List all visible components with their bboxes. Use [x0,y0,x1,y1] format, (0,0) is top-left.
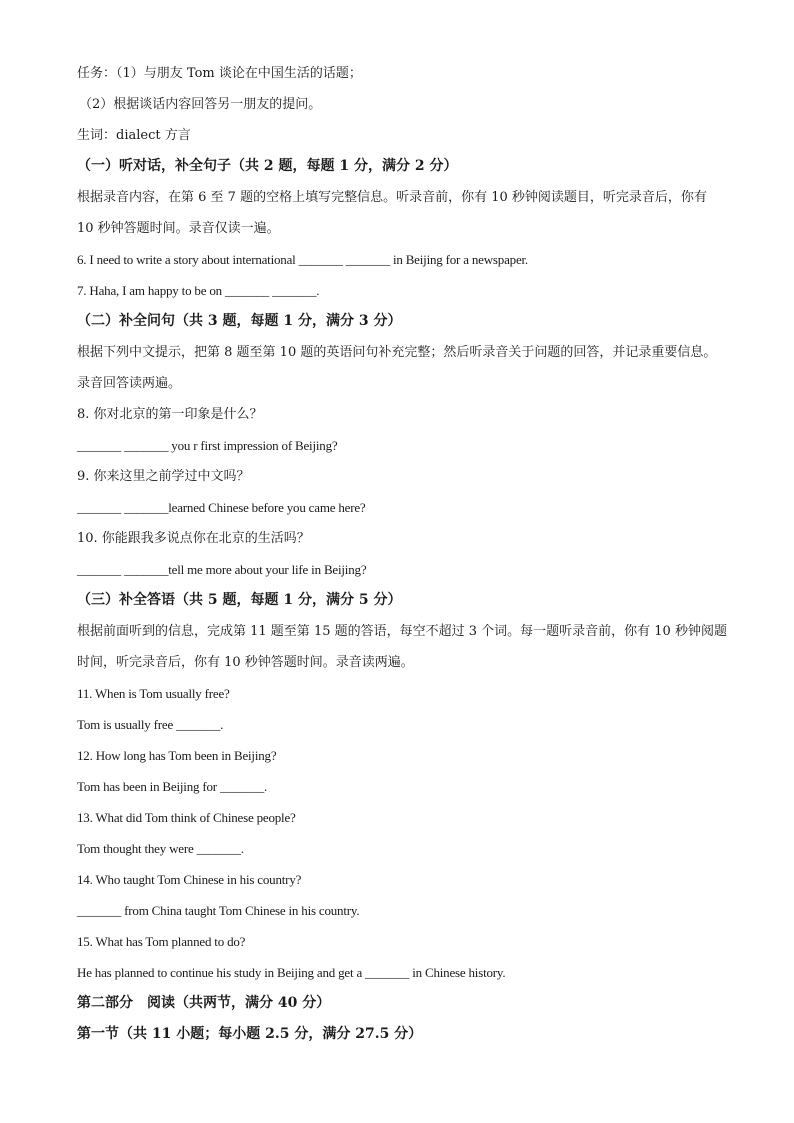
question-12: 12. How long has Tom been in Beijing? [77,748,277,763]
answer-13: Tom thought they were _______. [77,841,244,856]
section3-instructions: 根据前面听到的信息，完成第 11 题至第 15 题的答语，每空不超过 3 个词。每一题听录音前，你有 10 秒钟阅题时间，听完录音后，你有 10 秒钟答题时间。录音读两遍。 [77,624,727,670]
question-10-chinese: 10. 你能跟我多说点你在北京的生活吗？ [77,531,310,546]
question-9-english: _______ _______learned Chinese before you came here? [77,500,366,515]
task-line-1: 任务：（1）与朋友 Tom 谈论在中国生活的话题； [77,66,362,81]
question-10-english: _______ _______tell me more about your life in Beijing? [77,562,367,577]
answer-11: Tom is usually free _______. [77,717,224,732]
section3-heading: （三）补全答语（共 5 题，每题 1 分，满分 5 分） [77,592,402,608]
question-6: 6. I need to write a story about international _______ _______ in Beijing for a newspaper. [77,252,528,267]
question-11: 11. When is Tom usually free? [77,686,230,701]
question-7: 7. Haha, I am happy to be on _______ _______. [77,283,320,298]
question-8-chinese: 8. 你对北京的第一印象是什么？ [77,407,263,422]
vocab-line: 生词：dialect 方言 [77,128,191,143]
question-8-english: _______ _______ you r first impression of Beijing? [77,438,338,453]
answer-12: Tom has been in Beijing for _______. [77,779,268,794]
question-9-chinese: 9. 你来这里之前学过中文吗？ [77,469,250,484]
task-line-2: （2）根据谈话内容回答另一朋友的提问。 [79,97,322,112]
part2-subheading: 第一节（共 11 小题；每小题 2.5 分，满分 27.5 分） [77,1026,423,1042]
answer-14: _______ from China taught Tom Chinese in his country. [77,903,360,918]
question-13: 13. What did Tom think of Chinese people? [77,810,296,825]
part2-heading: 第二部分 阅读（共两节，满分 40 分） [77,995,331,1011]
question-15: 15. What has Tom planned to do? [77,934,246,949]
question-14: 14. Who taught Tom Chinese in his country? [77,872,302,887]
section1-heading: （一）听对话，补全句子（共 2 题，每题 1 分，满分 2 分） [77,158,458,174]
section2-heading: （二）补全问句（共 3 题，每题 1 分，满分 3 分） [77,313,402,329]
document-page [77,58,727,1050]
answer-15: He has planned to continue his study in Beijing and get a _______ in Chinese history. [77,965,506,980]
section1-instructions: 根据录音内容，在第 6 至 7 题的空格上填写完整信息。听录音前，你有 10 秒钟阅读题目，听完录音后，你有 10 秒钟答题时间。录音仅读一遍。 [77,190,707,236]
section2-instructions: 根据下列中文提示，把第 8 题至第 10 题的英语问句补充完整；然后听录音关于问题的回答，并记录重要信息。录音回答读两遍。 [77,345,717,391]
